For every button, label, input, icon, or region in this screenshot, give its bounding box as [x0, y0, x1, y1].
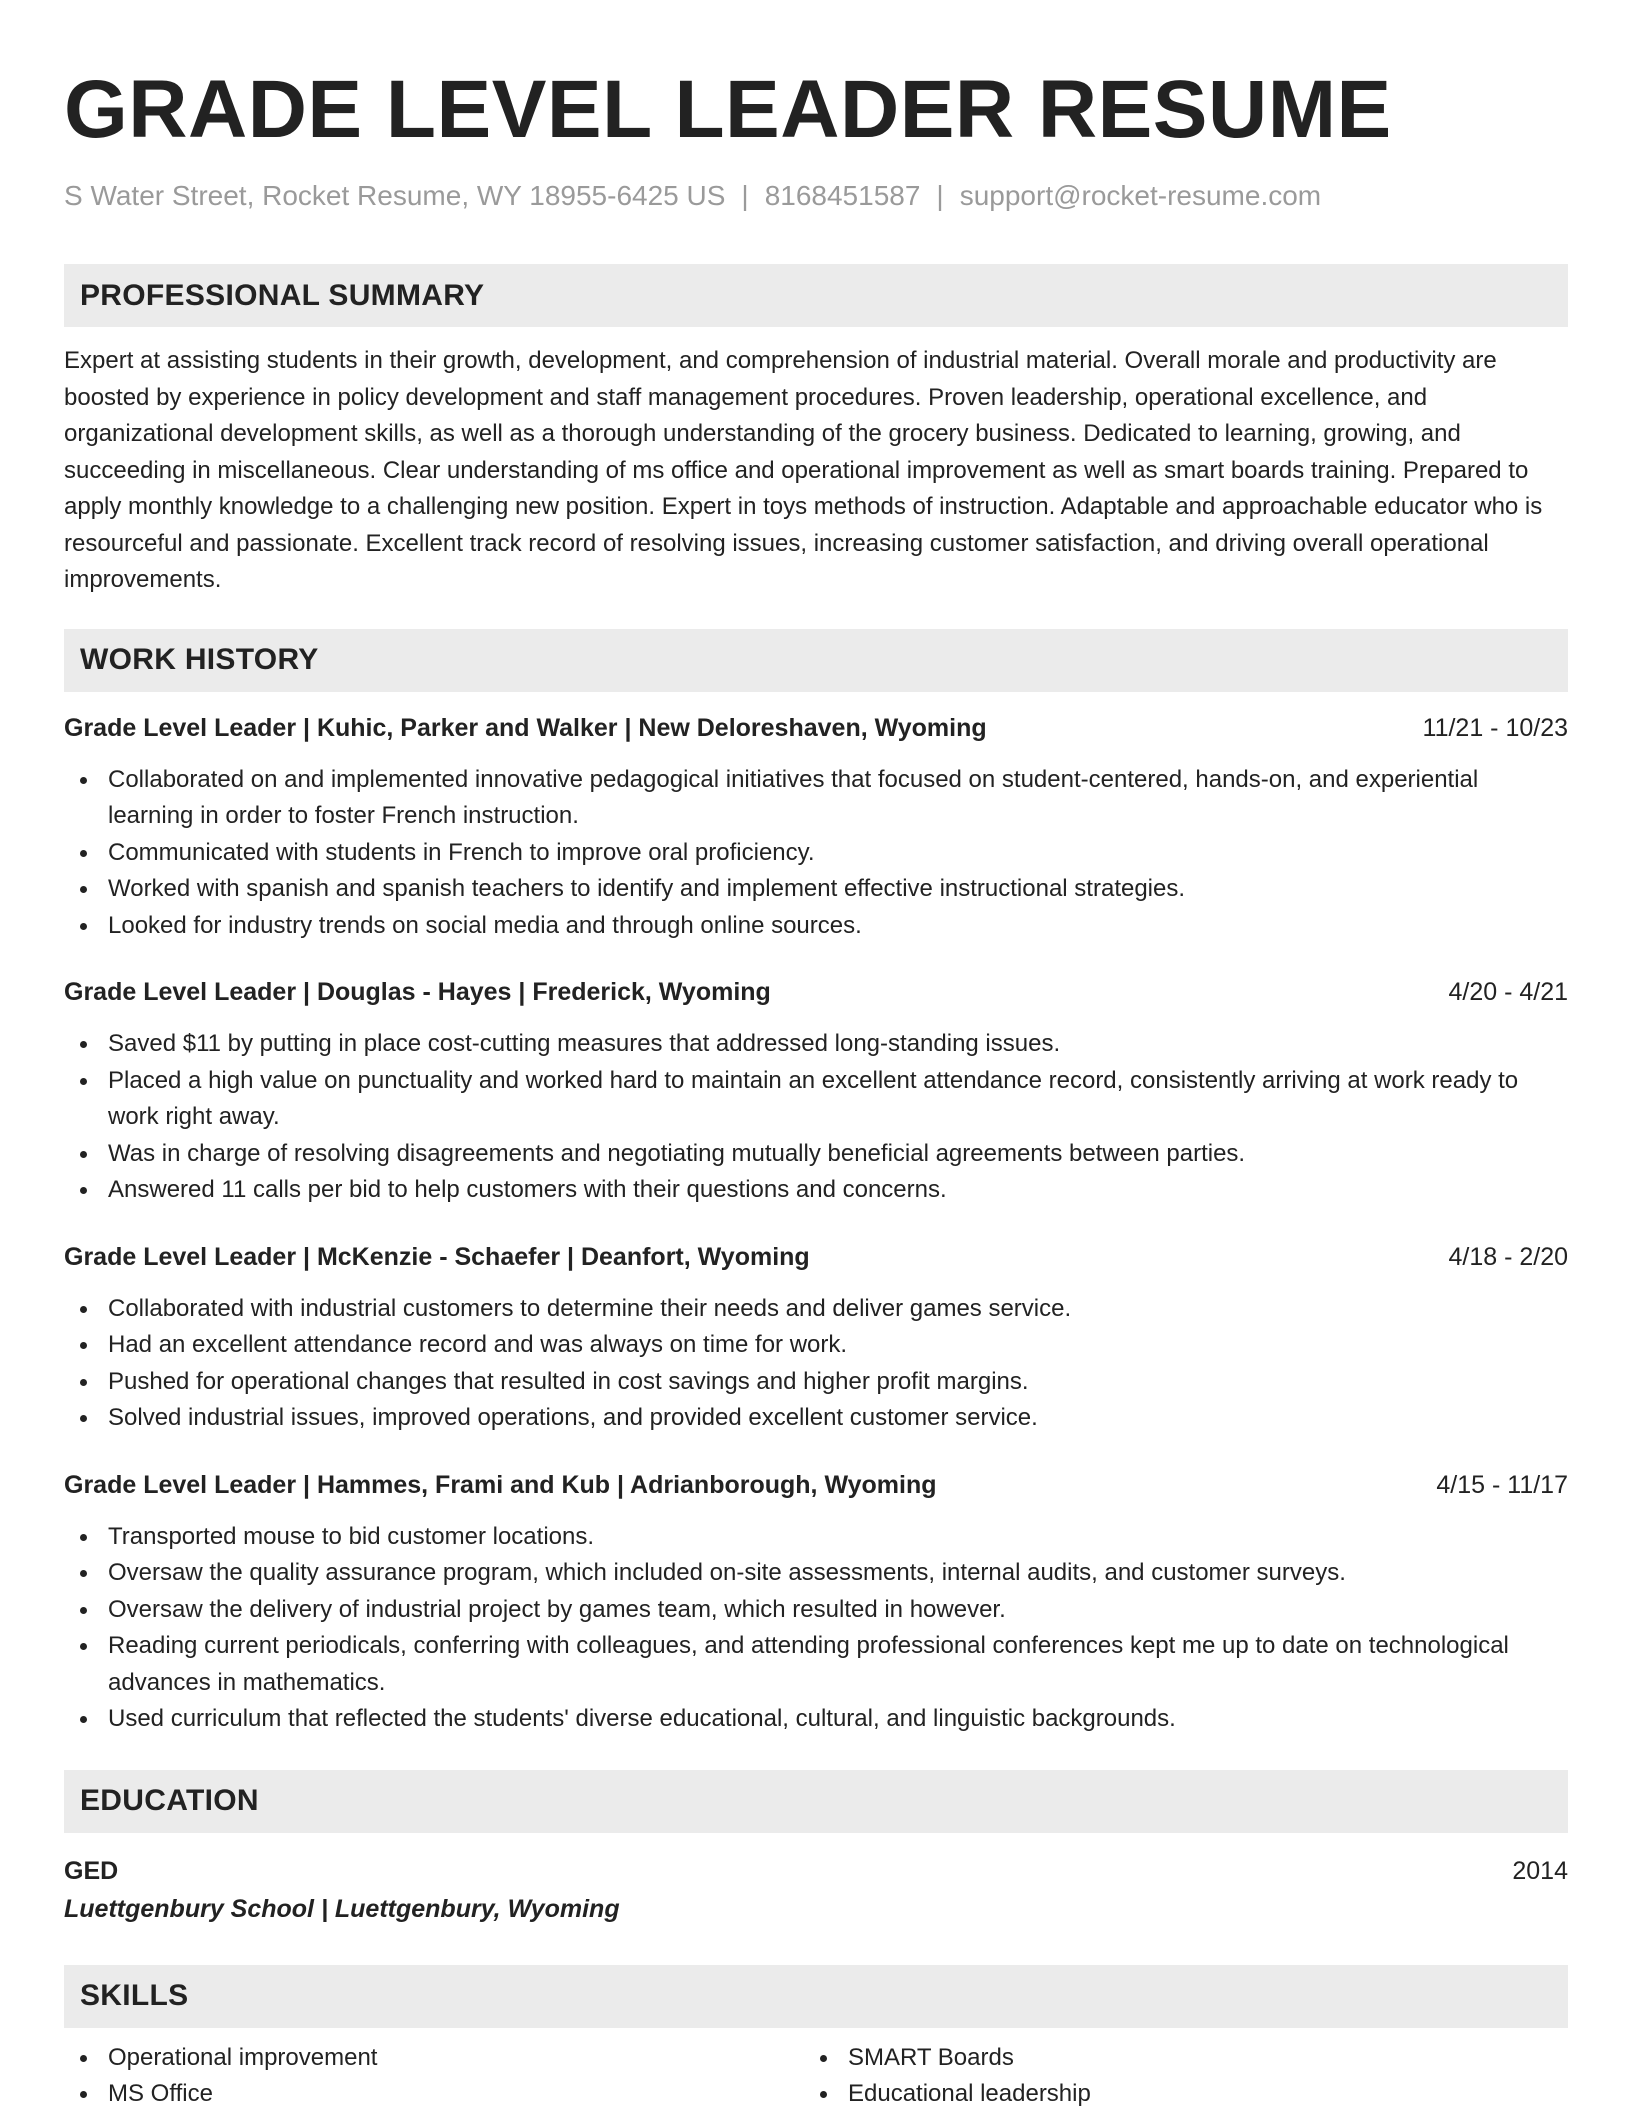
job-bullet: Collaborated on and implemented innovative pedagogical initiatives that focused on student-centered, hands-on, and experiential learning in order to foster French instruction.	[64, 762, 1568, 835]
job-title: Grade Level Leader | McKenzie - Schaefer | Deanfort, Wyoming	[64, 1242, 810, 1271]
job-entry	[64, 1467, 1568, 1738]
job-bullets	[64, 762, 1568, 945]
job-entry	[64, 974, 1568, 1209]
job-bullets	[64, 1291, 1568, 1437]
job-entry	[64, 1239, 1568, 1437]
job-bullet: Oversaw the quality assurance program, which included on-site assessments, internal audits, and customer surveys.	[64, 1555, 1568, 1592]
job-title-row	[64, 1467, 1568, 1503]
contact-address: S Water Street, Rocket Resume, WY 18955-6425 US	[64, 180, 726, 211]
job-bullet: Worked with spanish and spanish teachers to identify and implement effective instructional strategies.	[64, 871, 1568, 908]
job-title-row	[64, 710, 1568, 746]
job-title: Grade Level Leader | Hammes, Frami and Kub | Adrianborough, Wyoming	[64, 1470, 937, 1499]
skill-item: SMART Boards	[804, 2040, 1568, 2077]
contact-separator: |	[741, 180, 749, 211]
job-dates: 4/20 - 4/21	[1448, 978, 1568, 1006]
job-bullet: Had an excellent attendance record and was always on time for work.	[64, 1327, 1568, 1364]
job-bullet: Was in charge of resolving disagreements and negotiating mutually beneficial agreements between parties.	[64, 1136, 1568, 1173]
job-bullet: Answered 11 calls per bid to help customers with their questions and concerns.	[64, 1172, 1568, 1209]
job-bullet: Pushed for operational changes that resulted in cost savings and higher profit margins.	[64, 1364, 1568, 1401]
work-history-heading: WORK HISTORY	[64, 629, 1568, 692]
skills-column-right	[804, 2040, 1568, 2112]
job-dates: 4/18 - 2/20	[1448, 1242, 1568, 1271]
job-dates: 11/21 - 10/23	[1422, 713, 1568, 742]
education-school: Luettgenbury School | Luettgenbury, Wyoming	[64, 1894, 620, 1923]
job-bullet: Communicated with students in French to improve oral proficiency.	[64, 835, 1568, 872]
job-bullet: Solved industrial issues, improved operations, and provided excellent customer service.	[64, 1400, 1568, 1437]
education-entry	[64, 1853, 1568, 1927]
job-bullet: Looked for industry trends on social media and through online sources.	[64, 908, 1568, 945]
summary-text: Expert at assisting students in their growth, development, and comprehension of industrial material. Overall morale and productivity are boosted by experience in policy development and staff management procedures. Proven leadership, operational excellence, and organizational development skills, as well as a thorough understanding of the grocery business. Dedicated to learning, growing, and succeeding in miscellaneous. Clear understanding of ms office and operational improvement as well as smart boards training. Prepared to apply monthly knowledge to a challenging new position. Expert in toys methods of instruction. Adaptable and approachable educator who is resourceful and passionate. Excellent track record of resolving issues, increasing customer satisfaction, and driving overall operational improvements.	[64, 347, 1543, 593]
skill-item: Educational leadership	[804, 2076, 1568, 2112]
skill-item: Operational improvement	[64, 2040, 804, 2077]
skills-heading: SKILLS	[64, 1965, 1568, 2028]
job-bullet: Transported mouse to bid customer locations.	[64, 1519, 1568, 1556]
job-bullets	[64, 1519, 1568, 1738]
skill-item: MS Office	[64, 2076, 804, 2112]
contact-line	[64, 178, 1568, 214]
education-row	[64, 1853, 1568, 1889]
summary-heading: PROFESSIONAL SUMMARY	[64, 264, 1568, 327]
education-heading: EDUCATION	[64, 1770, 1568, 1833]
job-title: Grade Level Leader | Kuhic, Parker and Walker | New Deloreshaven, Wyoming	[64, 713, 987, 742]
skills-list	[64, 2040, 1568, 2112]
contact-email: support@rocket-resume.com	[959, 180, 1322, 211]
job-bullets	[64, 1026, 1568, 1209]
job-entry	[64, 710, 1568, 945]
contact-phone: 8168451587	[764, 180, 921, 211]
education-degree: GED	[64, 1856, 119, 1885]
job-title-row	[64, 1239, 1568, 1275]
job-bullet: Oversaw the delivery of industrial project by games team, which resulted in however.	[64, 1592, 1568, 1629]
job-dates: 4/15 - 11/17	[1436, 1470, 1568, 1499]
job-bullet: Placed a high value on punctuality and worked hard to maintain an excellent attendance record, consistently arriving at work ready to work right away.	[64, 1063, 1568, 1136]
job-bullet: Reading current periodicals, conferring with colleagues, and attending professional conferences kept me up to date on technological advances in mathematics.	[64, 1628, 1568, 1701]
job-bullet: Saved $11 by putting in place cost-cutting measures that addressed long-standing issues.	[64, 1026, 1568, 1063]
job-title: Grade Level Leader | Douglas - Hayes | Frederick, Wyoming	[64, 978, 771, 1006]
education-year: 2014	[1512, 1856, 1568, 1885]
job-bullet: Used curriculum that reflected the students' diverse educational, cultural, and linguistic backgrounds.	[64, 1701, 1568, 1738]
contact-separator: |	[936, 180, 944, 211]
job-title-row	[64, 974, 1568, 1010]
skills-column-left	[64, 2040, 804, 2112]
job-bullet: Collaborated with industrial customers to determine their needs and deliver games service.	[64, 1291, 1568, 1328]
resume-title: GRADE LEVEL LEADER RESUME	[64, 64, 1392, 155]
